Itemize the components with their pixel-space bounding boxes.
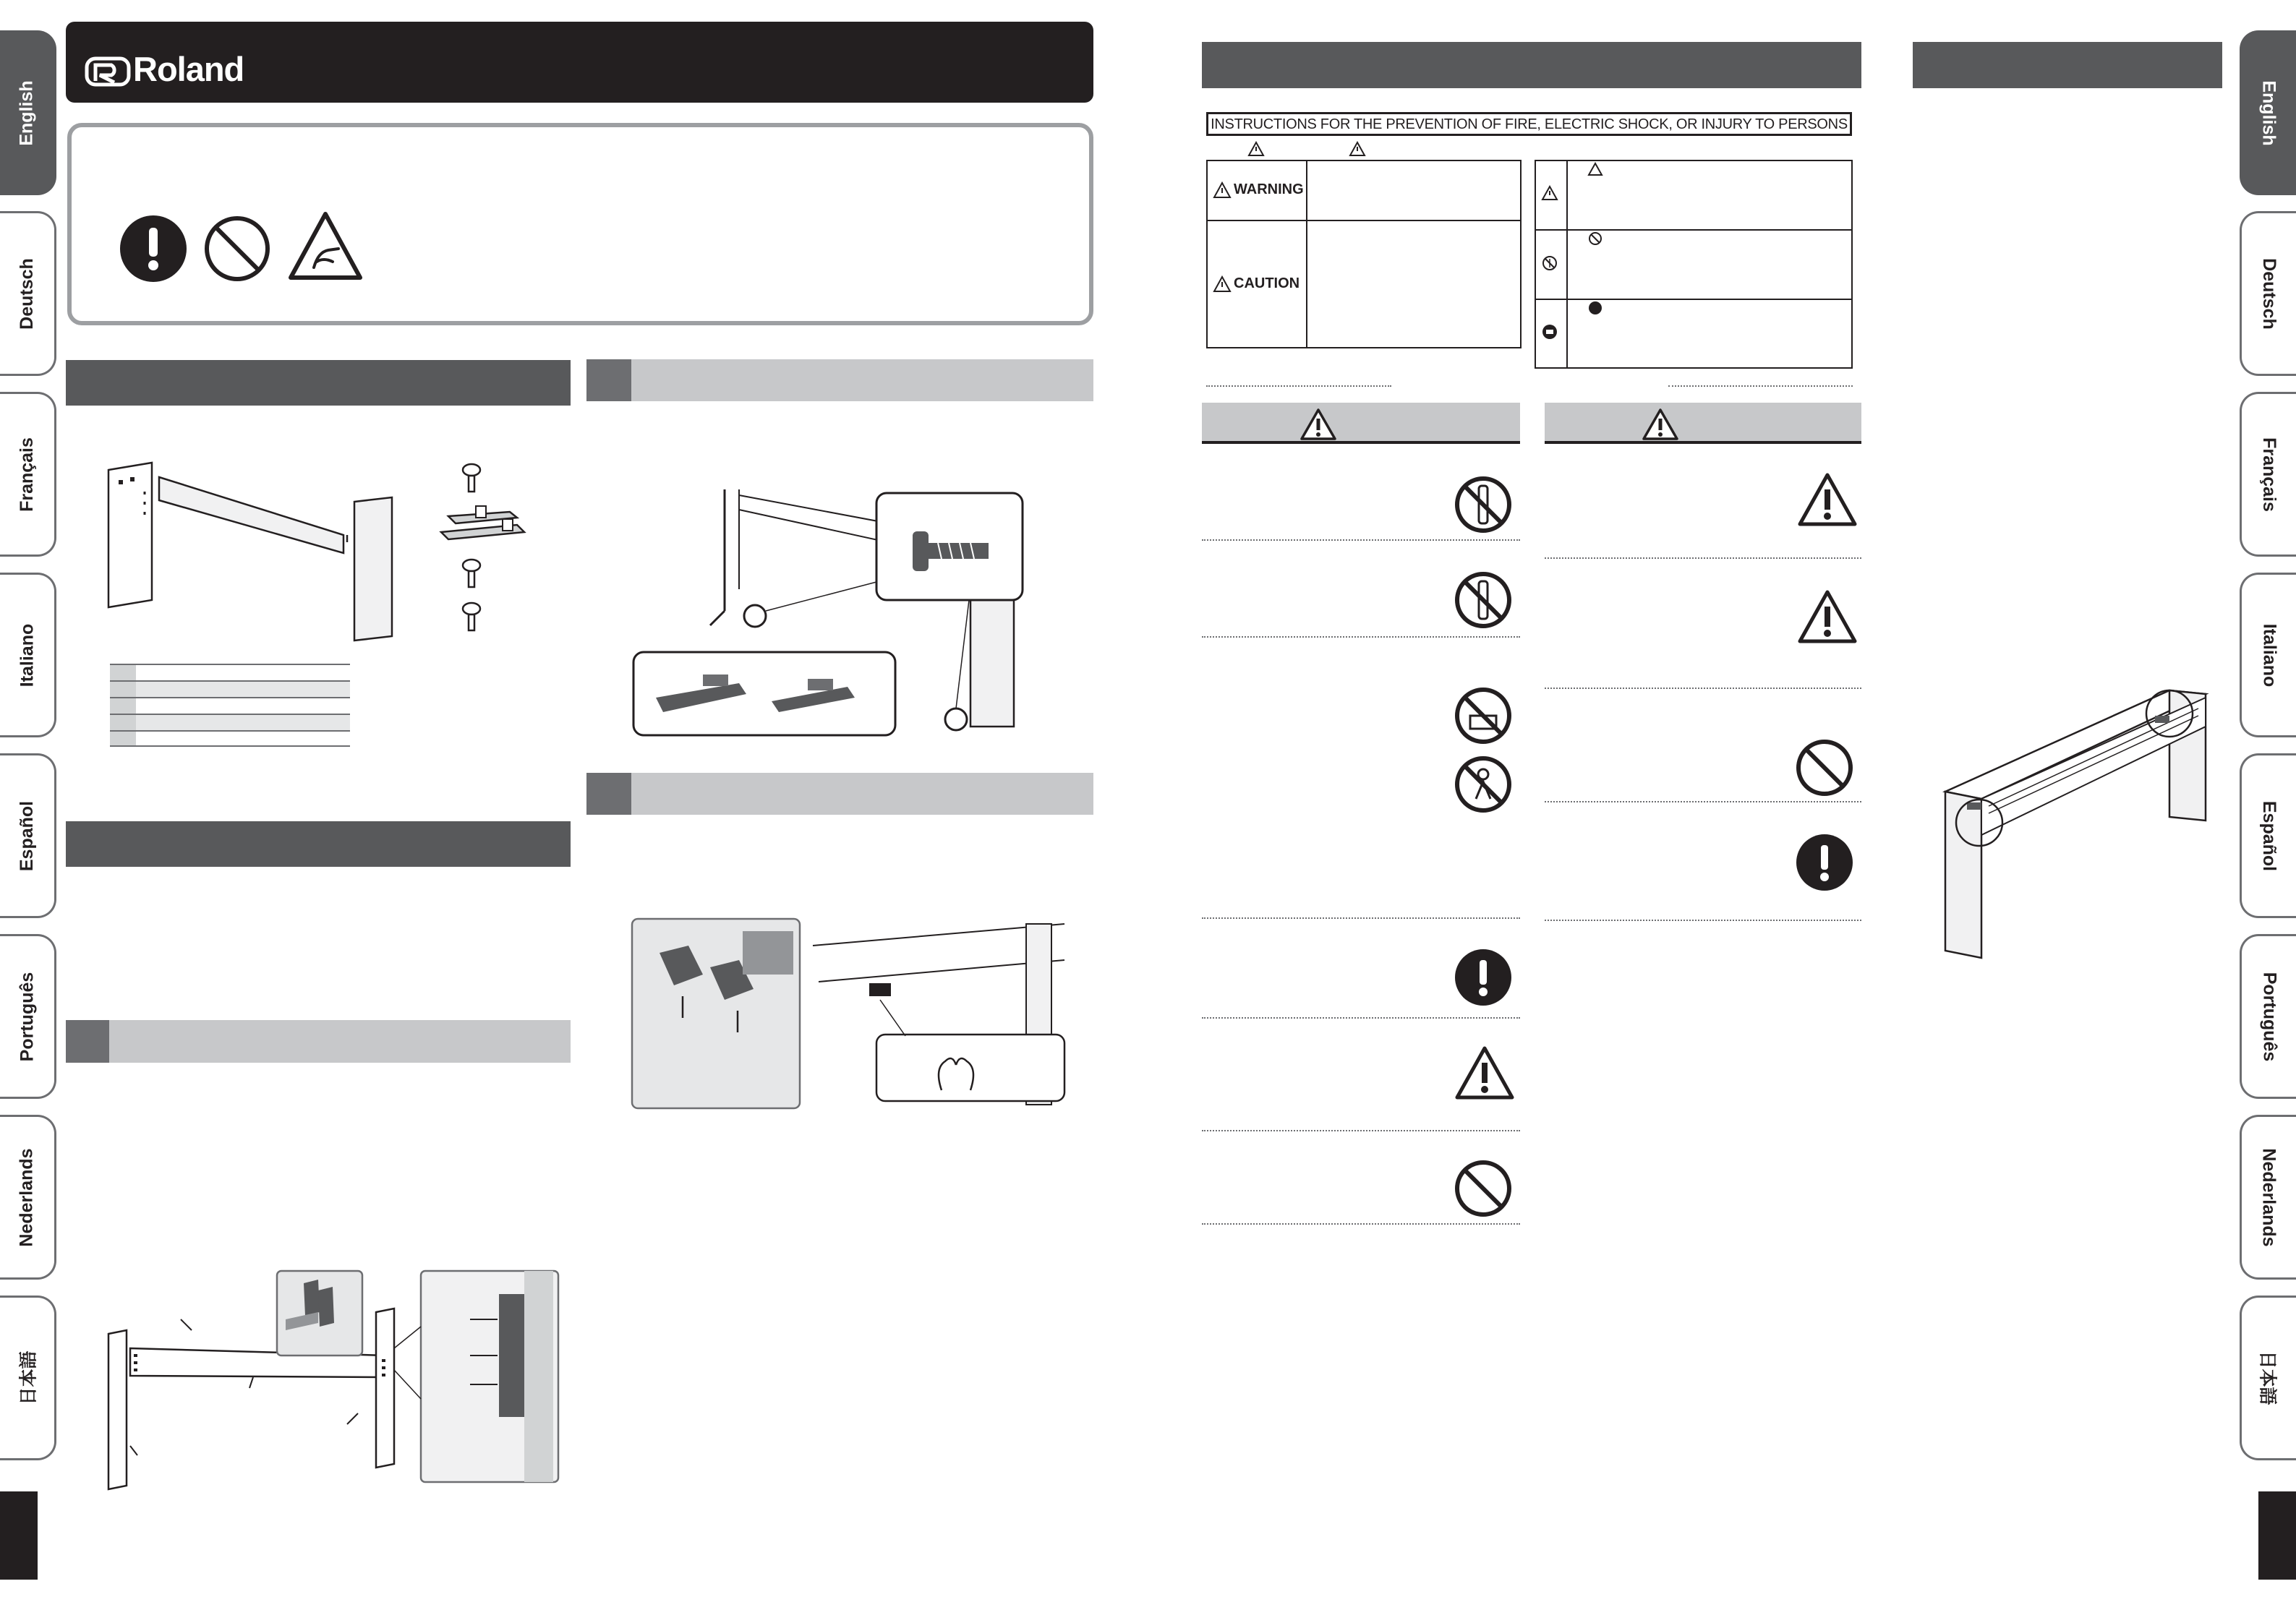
divider <box>1202 539 1520 541</box>
tab-portugues[interactable] <box>0 934 56 1099</box>
tab-english[interactable] <box>0 30 56 195</box>
caution-label: CAUTION <box>1213 275 1299 292</box>
page-marker <box>2258 1491 2296 1580</box>
hand-placement-illustration <box>631 917 1075 1112</box>
tab-espanol[interactable] <box>2240 753 2296 918</box>
caution-triangle-icon <box>1248 142 1264 156</box>
table-row <box>110 664 350 680</box>
tab-label: Nederlands <box>17 1147 38 1247</box>
warning-column-header <box>1202 403 1520 444</box>
no-unstable-surface-icon <box>1454 687 1512 745</box>
warning-triangle-icon <box>1299 408 1337 441</box>
tab-portugues[interactable] <box>2240 934 2296 1099</box>
divider <box>1668 385 1853 387</box>
tab-label: Français <box>17 437 37 512</box>
mandatory-action-icon <box>119 215 187 283</box>
caution-triangle-icon <box>1642 408 1679 441</box>
tab-francais[interactable] <box>0 392 56 557</box>
mandatory-action-icon <box>1796 834 1853 891</box>
roland-logo <box>85 49 244 89</box>
tab-label: Français <box>2259 437 2279 512</box>
tab-label: Português <box>2259 972 2279 1061</box>
caution-triangle-icon <box>1797 472 1858 527</box>
tab-japanese[interactable] <box>0 1296 56 1460</box>
prohibited-disassemble-icon <box>1542 255 1558 271</box>
caution-column-header <box>1545 403 1861 444</box>
mandatory-action-icon <box>1454 948 1512 1006</box>
divider <box>1545 801 1861 802</box>
divider <box>1202 917 1520 919</box>
divider <box>1545 557 1861 559</box>
table-row <box>110 730 350 747</box>
caution-triangle-icon <box>1349 142 1365 156</box>
no-children-icon <box>1454 755 1512 813</box>
table-row <box>110 680 350 697</box>
caution-triangle-icon <box>1454 1045 1515 1100</box>
tab-label: Nederlands <box>2259 1147 2280 1247</box>
tab-japanese[interactable] <box>2240 1296 2296 1460</box>
parts-table <box>110 664 350 747</box>
tab-label: 日本語 <box>2257 1350 2278 1405</box>
tab-label: English <box>2259 80 2280 146</box>
tab-italiano[interactable] <box>0 573 56 737</box>
caution-triangle-icon <box>1542 186 1558 200</box>
section-bar <box>1913 42 2222 88</box>
tab-label: Español <box>2259 800 2279 871</box>
assembled-stand-illustration <box>1938 683 2206 965</box>
prohibited-action-icon <box>203 215 271 283</box>
prohibited-action-icon <box>1796 739 1853 797</box>
pinch-hazard-icon <box>288 211 363 281</box>
brand-name: Roland <box>133 50 244 88</box>
do-not-modify-icon <box>1454 571 1512 629</box>
caution-triangle-icon <box>1213 276 1231 292</box>
prohibited-action-icon <box>1454 1160 1512 1217</box>
caution-triangle-icon <box>1797 589 1858 644</box>
section-bar <box>66 821 571 867</box>
divider <box>1545 920 1861 921</box>
tab-label: English <box>17 80 38 146</box>
tab-nederlands[interactable] <box>0 1115 56 1280</box>
divider <box>1202 1130 1520 1131</box>
warning-triangle-icon <box>1213 182 1231 198</box>
tab-label: Italiano <box>17 623 38 687</box>
tab-label: 日本語 <box>18 1350 39 1405</box>
assembly-step-illustration <box>101 1269 564 1486</box>
step-number-bar <box>586 773 631 815</box>
tab-label: Português <box>17 972 37 1061</box>
stand-parts-illustration <box>101 455 550 643</box>
tab-label: Deutsch <box>17 257 38 330</box>
step-number-bar <box>66 1020 109 1063</box>
tab-espanol[interactable] <box>0 753 56 918</box>
tab-label: Italiano <box>2259 623 2280 687</box>
page-marker <box>0 1491 38 1580</box>
tab-francais[interactable] <box>2240 392 2296 557</box>
step-bar <box>631 773 1093 815</box>
step-number-bar <box>586 359 631 401</box>
divider <box>1545 688 1861 689</box>
symbol-definition-table <box>1535 160 1853 369</box>
tab-deutsch[interactable] <box>2240 211 2296 376</box>
tab-deutsch[interactable] <box>0 211 56 376</box>
warning-label: WARNING <box>1213 181 1304 198</box>
do-not-disassemble-icon <box>1454 476 1512 534</box>
table-row <box>110 697 350 714</box>
tab-label: Español <box>17 800 37 871</box>
screw-detail-illustration <box>631 481 1036 741</box>
divider <box>1206 385 1391 387</box>
tab-english[interactable] <box>2240 30 2296 195</box>
roland-r-icon <box>85 56 132 88</box>
tab-nederlands[interactable] <box>2240 1115 2296 1280</box>
divider <box>1202 636 1520 638</box>
safety-instructions-title: INSTRUCTIONS FOR THE PREVENTION OF FIRE, ELECTRIC SHOCK, OR INJURY TO PERSONS <box>1206 112 1852 136</box>
section-bar <box>1202 42 1861 88</box>
signal-word-table <box>1206 160 1522 348</box>
table-row <box>110 714 350 730</box>
divider <box>1202 1223 1520 1225</box>
tab-italiano[interactable] <box>2240 573 2296 737</box>
tab-label: Deutsch <box>2259 257 2280 330</box>
filled-circle-icon <box>1588 301 1602 315</box>
step-bar <box>109 1020 571 1063</box>
triangle-outline-icon <box>1588 163 1602 176</box>
unplug-icon <box>1542 324 1558 340</box>
step-bar <box>631 359 1093 401</box>
prohibited-circle-icon <box>1588 231 1602 246</box>
section-bar <box>66 360 571 406</box>
divider <box>1202 1017 1520 1019</box>
